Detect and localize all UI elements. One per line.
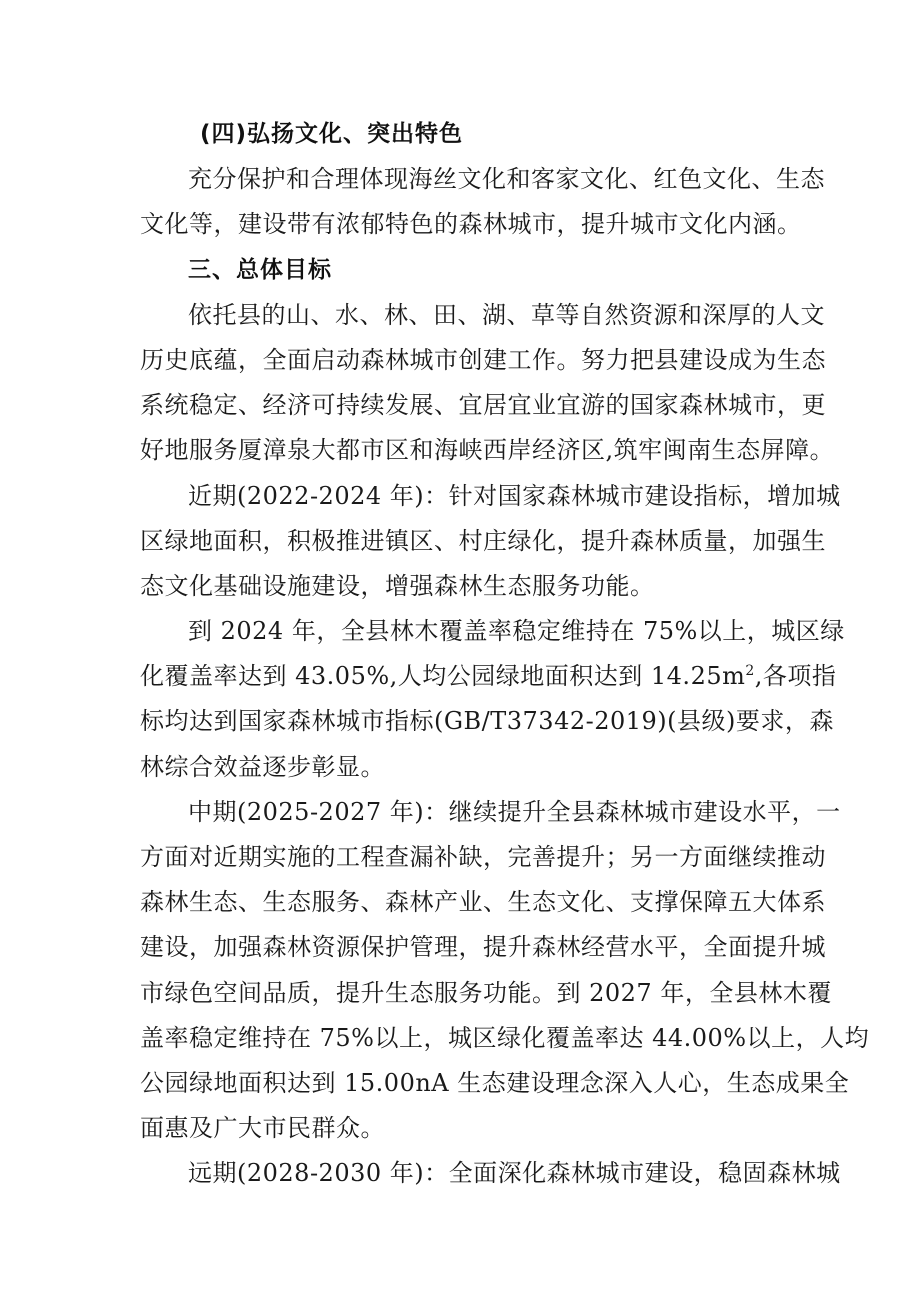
section-heading-overall-goals: 三、总体目标 (188, 256, 332, 283)
paragraph-line: 依托县的山、水、林、田、湖、草等自然资源和深厚的人文 (188, 300, 825, 329)
paragraph-long-term (140, 1151, 841, 1196)
paragraph-line: 标均达到国家森林城市指标(GB/T37342-2019)(县级)要求，森 (140, 707, 834, 736)
text-segment: ,各项指 (754, 662, 837, 691)
paragraph-line: 森林生态、生态服务、森林产业、生态文化、支撑保障五大体系 (140, 888, 826, 917)
paragraph-line: 市绿色空间品质，提升生态服务功能。到 2027 年，全县林木覆 (140, 978, 832, 1007)
superscript-square: 2 (745, 663, 755, 680)
paragraph-line: 到 2024 年，全县林木覆盖率稳定维持在 75%以上，城区绿 (188, 617, 845, 646)
paragraph-line: 充分保护和合理体现海丝文化和客家文化、红色文化、生态 (188, 165, 825, 194)
paragraph-line: 好地服务厦漳泉大都市区和海峡西岸经济区,筑牢闽南生态屏障。 (140, 436, 835, 465)
paragraph-line: 历史底蕴，全面启动森林城市创建工作。努力把县建设成为生态 (140, 345, 826, 374)
paragraph-near-term (140, 474, 841, 610)
document-body (140, 112, 870, 1197)
paragraph-line: 面惠及广大市民群众。 (140, 1114, 385, 1143)
paragraph-line: 文化等，建设带有浓郁特色的森林城市，提升城市文化内涵。 (140, 210, 802, 239)
paragraph-line: 建设，加强森林资源保护管理，提升森林经营水平，全面提升城 (140, 933, 826, 962)
paragraph-line: 公园绿地面积达到 15.00nA 生态建设理念深入人心，生态成果全 (140, 1068, 850, 1097)
subheading-promote-culture: (四)弘扬文化、突出特色 (200, 121, 464, 147)
paragraph-line: 区绿地面积，积极推进镇区、村庄绿化，提升森林质量，加强生 (140, 526, 826, 555)
paragraph-line: 盖率稳定维持在 75%以上，城区绿化覆盖率达 44.00%以上，人均 (140, 1023, 870, 1052)
paragraph-line: 林综合效益逐步彰显。 (140, 752, 385, 781)
paragraph-line: 态文化基础设施建设，增强森林生态服务功能。 (140, 571, 655, 600)
paragraph-culture (140, 157, 825, 247)
paragraph-line: 远期(2028-2030 年)：全面深化森林城市建设，稳固森林城 (188, 1159, 841, 1188)
text-segment: 化覆盖率达到 43.05%,人均公园绿地面积达到 14.25m (140, 662, 746, 691)
paragraph-overview (140, 293, 835, 474)
paragraph-line: 中期(2025-2027 年)：继续提升全县森林城市建设水平，一 (188, 797, 841, 826)
paragraph-line (140, 654, 837, 699)
paragraph-line: 方面对近期实施的工程查漏补缺，完善提升；另一方面继续推动 (140, 843, 826, 871)
paragraph-line: 系统稳定、经济可持续发展、宜居宜业宜游的国家森林城市，更 (140, 391, 826, 420)
paragraph-2024-targets (140, 609, 845, 790)
paragraph-mid-term (140, 790, 870, 1152)
paragraph-line: 近期(2022-2024 年)：针对国家森林城市建设指标，增加城 (188, 481, 841, 510)
